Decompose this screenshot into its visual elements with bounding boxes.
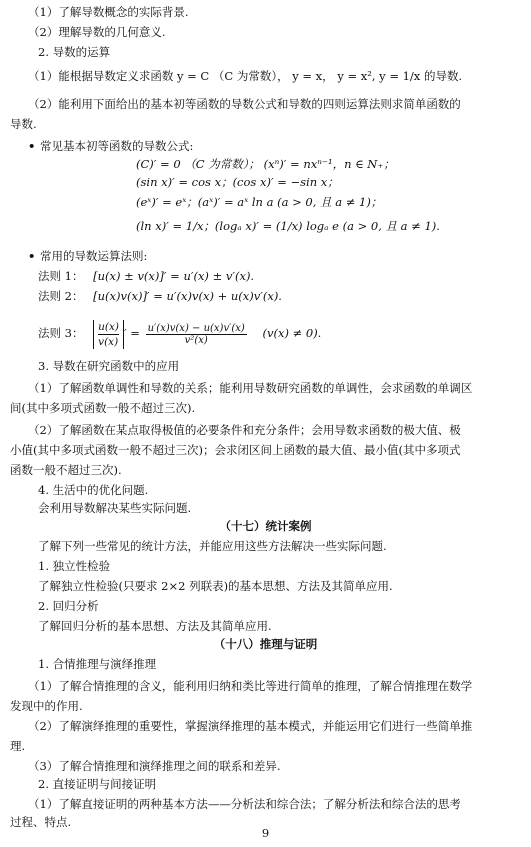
rule-condition: (v(x) ≠ 0). — [262, 326, 322, 340]
bullet-text: 常见基本初等函数的导数公式: — [40, 139, 194, 153]
text-line: （1）了解直接证明的两种基本方法——分析法和综合法；了解分析法和综合法的思考 — [28, 797, 461, 811]
text-line: 发现中的作用. — [10, 699, 83, 713]
page-number: 9 — [261, 826, 270, 840]
text-line: （2）能利用下面给出的基本初等函数的导数公式和导数的四则运算法则求简单函数的 — [28, 97, 461, 111]
text-line: 了解回归分析的基本思想、方法及其简单应用. — [38, 619, 272, 633]
formula-line: (sin x)′ = cos x；(cos x)′ = −sin x； — [136, 175, 339, 189]
text-line: 会利用导数解决某些实际问题. — [38, 501, 192, 515]
chapter-heading: （十七）统计案例 — [219, 519, 312, 533]
bullet-text: 常用的导数运算法则: — [40, 249, 148, 263]
text-line: （2）理解导数的几何意义. — [28, 25, 166, 39]
text-line: （3）了解合情推理和演绎推理之间的联系和差异. — [28, 759, 281, 773]
formula-line: (C)′ = 0 （C 为常数）； (xⁿ)′ = nxⁿ⁻¹，n ∈ N₊； — [136, 157, 395, 171]
chapter-heading: （十八）推理与证明 — [213, 637, 318, 651]
text-line: 函数一般不超过三次). — [10, 463, 122, 477]
section-heading: 4. 生活中的优化问题. — [38, 483, 149, 497]
text-line: 了解下列一些常见的统计方法，并能应用这些方法解决一些实际问题. — [38, 539, 387, 553]
rule-line — [38, 268, 254, 284]
quotient-bracket — [93, 320, 124, 349]
fraction-numerator: u′(x)v(x) − u(x)v′(x) — [147, 322, 245, 334]
section-heading: 1. 合情推理与演绎推理 — [38, 657, 157, 671]
section-heading: 2. 回归分析 — [38, 599, 99, 613]
fraction-denominator: v²(x) — [184, 334, 208, 346]
formula-line: (eˣ)′ = eˣ；(aˣ)′ = aˣ ln a (a > 0, 且 a ≠ 1)； — [136, 195, 383, 209]
text-line: （1）了解导数概念的实际背景. — [28, 5, 189, 19]
rule-label: 法则 2： — [38, 289, 84, 303]
rule-line: 法则 3： $\frac{u(x)}{v(x)}$ ′ = $\frac{u'(x)v(x) - u(x)v'(x)}{\text{v²(x)}}$ (v(x) ≠ 0). — [38, 320, 322, 348]
section-heading: 3. 导数在研究函数中的应用 — [38, 359, 180, 373]
rule-label: 法则 3： — [38, 326, 84, 340]
rule-formula: [u(x) ± v(x)]′ = u′(x) ± v′(x). — [93, 269, 255, 283]
bullet-line — [28, 248, 147, 264]
text-line: 间(其中多项式函数一般不超过三次). — [10, 401, 196, 415]
quotient-fraction — [146, 323, 247, 346]
text-line: 了解独立性检验(只要求 2×2 列联表)的基本思想、方法及其简单应用. — [38, 579, 393, 593]
formula-line: (ln x)′ = 1/x；(logₐ x)′ = (1/x) logₐ e (a > 0, 且 a ≠ 1). — [136, 219, 440, 233]
text-line: 理. — [10, 739, 26, 753]
text-line: （1）了解合情推理的含义，能利用归纳和类比等进行简单的推理，了解合情推理在数学 — [28, 679, 473, 693]
bullet-line — [28, 138, 193, 154]
bullet-icon: • — [28, 249, 36, 263]
section-heading: 2. 导数的运算 — [38, 45, 111, 59]
text-line: （1）了解函数单调性和导数的关系；能利用导数研究函数的单调性，会求函数的单调区 — [28, 381, 473, 395]
rule-formula: [u(x)v(x)]′ = u′(x)v(x) + u(x)v′(x). — [93, 289, 282, 303]
text-line: （2）了解演绎推理的重要性，掌握演绎推理的基本模式，并能运用它们进行一些简单推 — [28, 719, 473, 733]
section-heading: 1. 独立性检验 — [38, 559, 111, 573]
bracket-bottom: v(x) — [98, 335, 119, 348]
rule-label: 法则 1： — [38, 269, 84, 283]
text-line: 过程、特点. — [10, 815, 72, 829]
bracket-top: u(x) — [98, 320, 120, 333]
rule-line — [38, 288, 282, 304]
text-line: 导数. — [10, 117, 37, 131]
bullet-icon: • — [28, 139, 36, 153]
text-line: （2）了解函数在某点取得极值的必要条件和充分条件；会用导数求函数的极大值、极 — [28, 423, 461, 437]
text-line: 小值(其中多项式函数一般不超过三次)；会求闭区间上函数的最大值、最小值(其中多项式 — [10, 443, 461, 457]
section-heading: 2. 直接证明与间接证明 — [38, 777, 157, 791]
text-line: （1）能根据导数定义求函数 y = C （C 为常数）， y = x， y = x², y = 1/x 的导数. — [28, 69, 463, 83]
